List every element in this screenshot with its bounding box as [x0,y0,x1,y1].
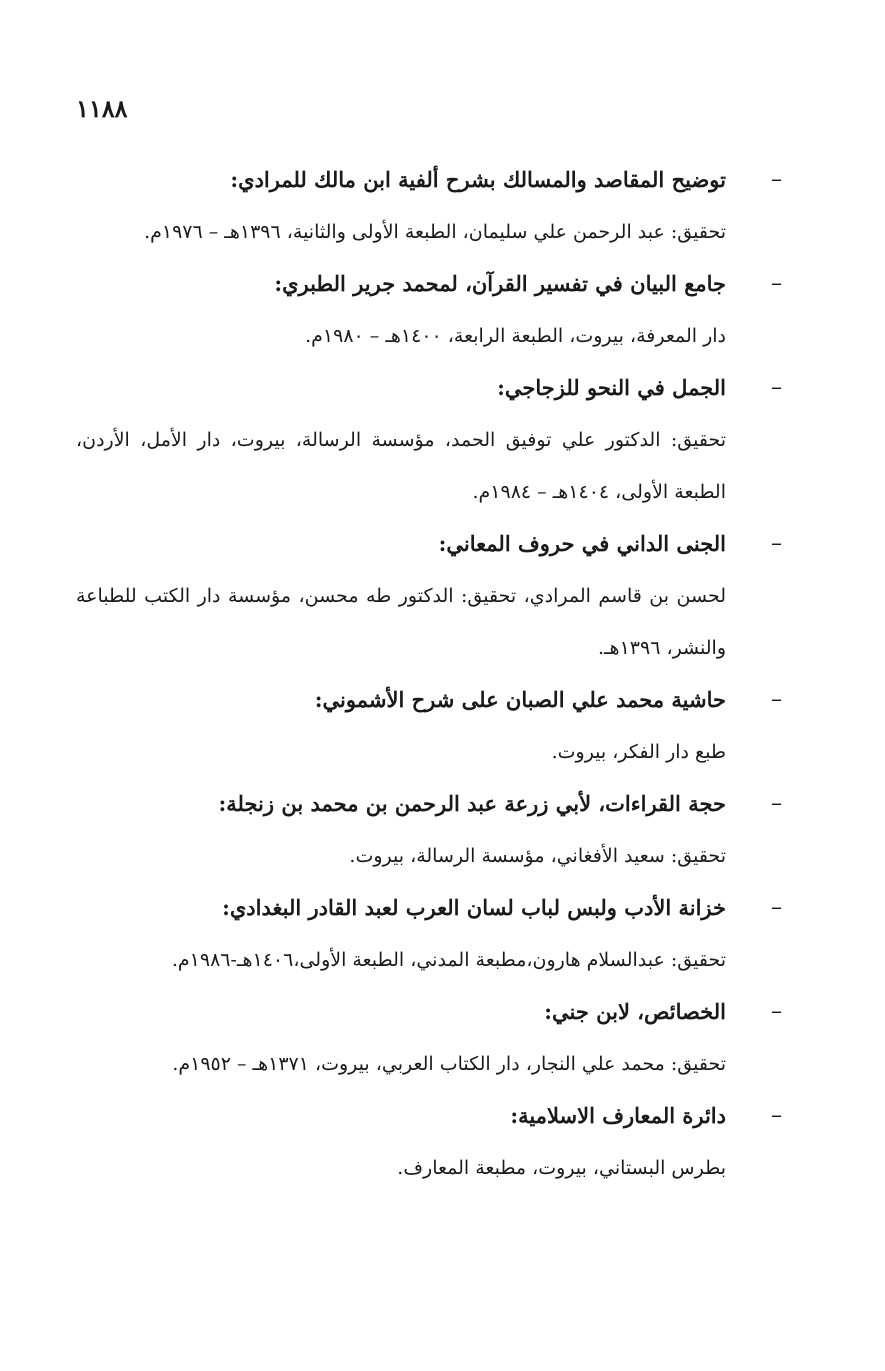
entry-dash: – [771,791,782,816]
entry-dash: – [771,687,782,712]
bibliography-entry [76,674,782,778]
entry-title: الخصائص، لابن جني: [544,999,726,1024]
bibliography-entry [76,362,782,518]
entry-heading [76,1090,782,1142]
entry-title: الجمل في النحو للزجاجي: [497,375,726,400]
entry-heading [76,258,782,310]
bibliography-entry [76,986,782,1090]
entry-details: تحقيق: عبدالسلام هارون،مطبعة المدني، الطبعة الأولى،١٤٠٦هـ-١٩٨٦م. [171,949,726,971]
entry-details: تحقيق: عبد الرحمن علي سليمان، الطبعة الأولى والثانية، ١٣٩٦هـ – ١٩٧٦م. [144,221,726,243]
entry-heading [76,778,782,830]
entry-title: توضيح المقاصد والمسالك بشرح ألفية ابن مالك للمرادي: [230,167,726,192]
entry-dash: – [771,1103,782,1128]
entry-details: تحقيق: الدكتور علي توفيق الحمد، مؤسسة الرسالة، بيروت، دار الأمل، الأردن، الطبعة الأولى، ١٤٠٤هـ – ١٩٨٤م. [76,429,726,503]
entry-heading [76,518,782,570]
entry-details: بطرس البستاني، بيروت، مطبعة المعارف. [397,1157,726,1179]
entry-heading [76,882,782,934]
bibliography-list [76,154,782,1194]
entry-title: حجة القراءات، لأبي زرعة عبد الرحمن بن محمد بن زنجلة: [218,791,726,816]
entry-dash: – [771,531,782,556]
bibliography-entry [76,518,782,674]
entry-heading [76,154,782,206]
entry-title: دائرة المعارف الاسلامية: [510,1103,726,1128]
entry-title: حاشية محمد علي الصبان على شرح الأشموني: [314,687,726,712]
entry-details: دار المعرفة، بيروت، الطبعة الرابعة، ١٤٠٠هـ – ١٩٨٠م. [305,325,726,347]
entry-details: طبع دار الفكر، بيروت. [551,741,726,763]
entry-dash: – [771,271,782,296]
bibliography-entry [76,882,782,986]
entry-dash: – [771,895,782,920]
bibliography-entry [76,778,782,882]
entry-title: الجنى الداني في حروف المعاني: [438,531,726,556]
bibliography-entry [76,258,782,362]
bibliography-entry [76,154,782,258]
entry-title: جامع البيان في تفسير القرآن، لمحمد جرير الطبري: [274,271,726,296]
entry-dash: – [771,167,782,192]
page-number: ١١٨٨ [76,94,128,123]
entry-heading [76,986,782,1038]
entry-heading [76,674,782,726]
entry-heading [76,362,782,414]
entry-details: تحقيق: محمد علي النجار، دار الكتاب العربي، بيروت، ١٣٧١هـ – ١٩٥٢م. [172,1053,726,1075]
entry-dash: – [771,375,782,400]
entry-dash: – [771,999,782,1024]
entry-title: خزانة الأدب ولبس لباب لسان العرب لعبد القادر البغدادي: [222,895,726,920]
entry-details: تحقيق: سعيد الأفغاني، مؤسسة الرسالة، بيروت. [349,845,726,867]
entry-details: لحسن بن قاسم المرادي، تحقيق: الدكتور طه محسن، مؤسسة دار الكتب للطباعة والنشر، ١٣٩٦هـ. [76,585,726,659]
bibliography-entry [76,1090,782,1194]
